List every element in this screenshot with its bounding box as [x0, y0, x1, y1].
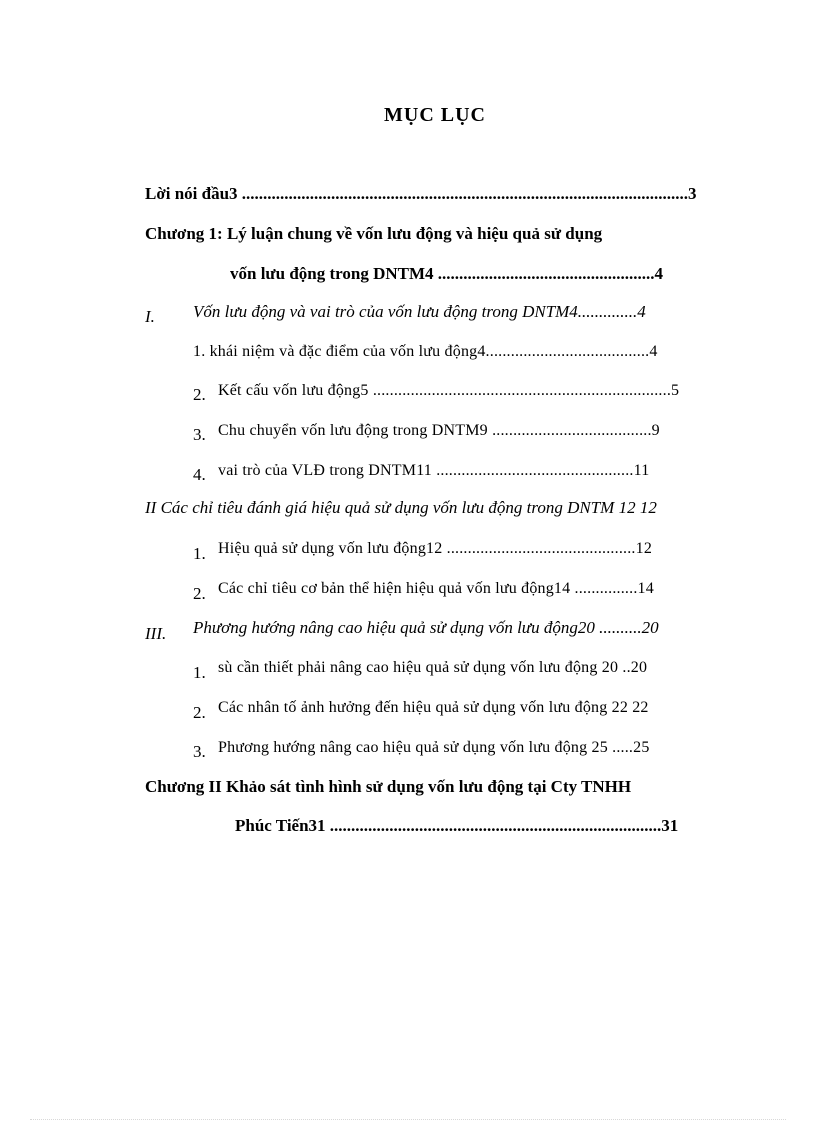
toc-entry-1-2[interactable]: Kết cấu vốn lưu động5 .......................................................................5: [218, 382, 680, 399]
toc-entry-3-2[interactable]: Các nhân tố ảnh hưởng đến hiệu quả sử dụng vốn lưu động 22 22: [218, 699, 649, 716]
toc-entry-1-3[interactable]: Chu chuyển vốn lưu động trong DNTM9 ......................................9: [218, 422, 660, 439]
toc-marker-3-2: 2.: [193, 703, 206, 722]
toc-marker-section-1: I.: [145, 307, 155, 326]
toc-entry-chapter-1[interactable]: Chương 1: Lý luận chung về vốn lưu động và hiệu quả sử dụng: [145, 224, 603, 243]
toc-entry-section-1[interactable]: Vốn lưu động và vai trò của vốn lưu động trong DNTM4..............4: [193, 302, 646, 321]
page-title: MỤC LỤC: [384, 104, 486, 126]
toc-entry-1-1[interactable]: 1. khái niệm và đặc điểm của vốn lưu động4.......................................4: [193, 343, 658, 360]
toc-marker-3-3: 3.: [193, 742, 206, 761]
toc-marker-1-2: 2.: [193, 385, 206, 404]
toc-entry-2-2[interactable]: Các chỉ tiêu cơ bản thể hiện hiệu quả vốn lưu động14 ...............14: [218, 580, 654, 597]
toc-entry-3-1[interactable]: sù cần thiết phải nâng cao hiệu quả sử dụng vốn lưu động 20 ..20: [218, 659, 648, 676]
toc-entry-section-2[interactable]: II Các chỉ tiêu đánh giá hiệu quả sử dụng vốn lưu động trong DNTM 12 12: [145, 498, 657, 517]
toc-marker-1-3: 3.: [193, 425, 206, 444]
toc-entry-chapter-1-cont[interactable]: vốn lưu động trong DNTM4 ...................................................4: [230, 264, 664, 283]
toc-marker-2-1: 1.: [193, 544, 206, 563]
toc-marker-section-3: III.: [145, 624, 167, 643]
toc-entry-foreword[interactable]: Lời nói đầu3 .........................................................................................................3: [145, 184, 697, 203]
page-bottom-rule: [30, 1119, 786, 1120]
toc-entry-chapter-2[interactable]: Chương II Khảo sát tình hình sử dụng vốn lưu động tại Cty TNHH: [145, 777, 632, 796]
toc-entry-1-4[interactable]: vai trò của VLĐ trong DNTM11 ...............................................11: [218, 462, 650, 479]
toc-entry-3-3[interactable]: Phương hướng nâng cao hiệu quả sử dụng vốn lưu động 25 .....25: [218, 739, 650, 756]
toc-entry-section-3[interactable]: Phương hướng nâng cao hiệu quả sử dụng vốn lưu động20 ..........20: [193, 618, 659, 637]
toc-marker-1-4: 4.: [193, 465, 206, 484]
toc-entry-chapter-2-cont[interactable]: Phúc Tiến31 ..............................................................................31: [235, 816, 679, 835]
toc-marker-2-2: 2.: [193, 584, 206, 603]
toc-marker-3-1: 1.: [193, 663, 206, 682]
toc-entry-2-1[interactable]: Hiệu quả sử dụng vốn lưu động12 .............................................12: [218, 540, 653, 557]
